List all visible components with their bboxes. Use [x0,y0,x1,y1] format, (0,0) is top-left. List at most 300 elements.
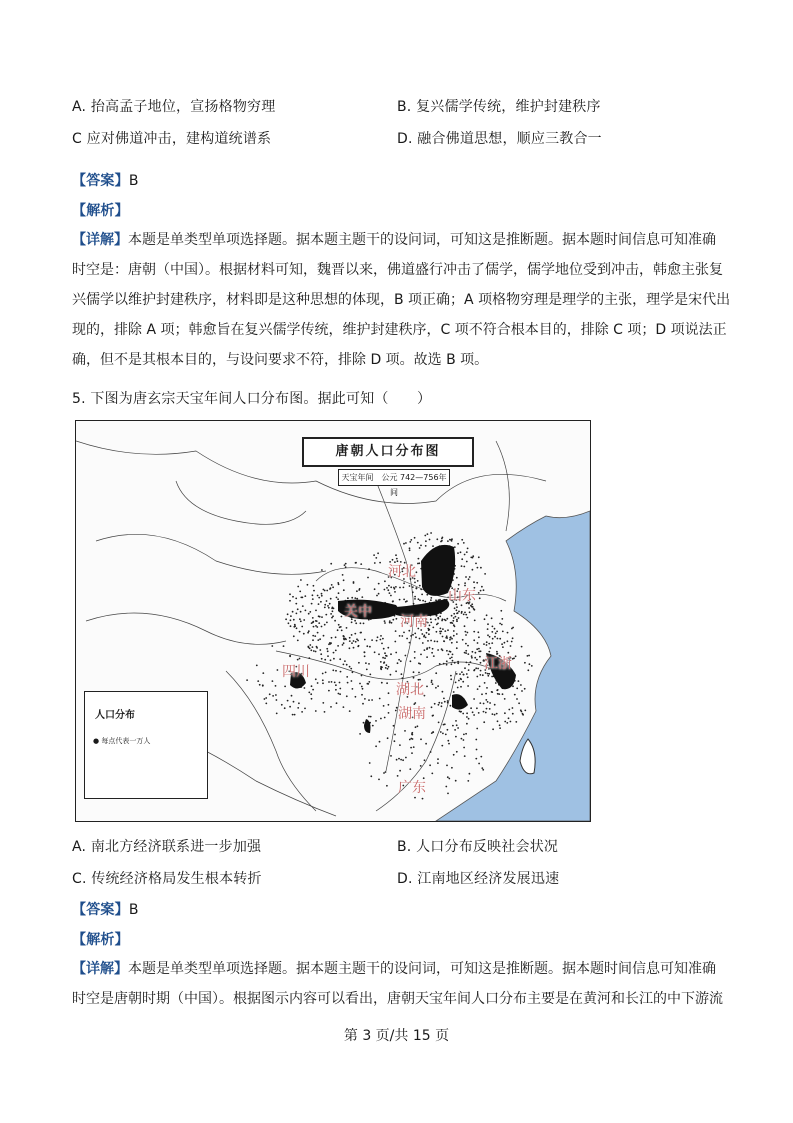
population-dot [467,653,469,655]
population-dot [395,586,397,588]
population-dot [414,657,416,659]
population-dot [409,768,411,770]
population-dot [343,706,345,708]
population-dot [355,696,357,698]
population-dot [518,702,520,704]
population-dot [452,654,454,656]
population-dot [475,563,477,565]
population-dot [426,647,428,649]
population-dot [303,619,305,621]
answer-value: B [128,173,139,189]
population-dot [331,681,333,683]
population-dot [427,533,429,535]
population-dot [328,607,330,609]
population-dot [328,690,330,692]
population-dot [333,652,335,654]
population-dot [500,610,502,612]
population-dot [305,610,307,612]
population-dot [420,765,422,767]
population-dot [441,620,443,622]
population-dot [398,659,400,661]
population-dot [330,598,332,600]
population-dot [335,684,337,686]
population-dot [332,610,334,612]
population-dot [321,616,323,618]
population-dot [429,539,431,541]
population-dot [353,581,355,583]
population-dot [262,685,264,687]
population-dot [420,738,422,740]
population-dot [475,758,477,760]
population-dot [471,655,473,657]
population-dot [456,647,458,649]
q4-option-a: A. 抬高孟子地位，宣扬格物穷理 [72,99,276,115]
population-dot [399,770,401,772]
population-dot [269,693,271,695]
population-dot [388,692,390,694]
population-dot [483,703,485,705]
population-dot [411,734,413,736]
population-dot [329,603,331,605]
population-dot [463,674,465,676]
population-dot [430,599,432,601]
population-dot [494,714,496,716]
population-map [75,420,591,822]
population-dot [354,597,356,599]
population-dot [271,645,273,647]
population-dot [356,638,358,640]
population-dot [486,644,488,646]
population-dot [401,673,403,675]
population-dot [289,655,291,657]
population-dot [481,767,483,769]
population-dot [431,652,433,654]
population-dot [480,670,482,672]
population-dot [457,543,459,545]
population-dot [308,692,310,694]
population-dot [504,698,506,700]
population-dot [480,662,482,664]
population-dot [506,722,508,724]
population-dot [320,653,322,655]
population-dot [469,773,471,775]
population-dot [452,725,454,727]
population-dot [426,656,428,658]
population-dot [448,654,450,656]
population-dot [521,690,523,692]
population-dot [308,613,310,615]
population-dot [439,616,441,618]
population-dot [375,720,377,722]
population-dot [312,646,314,648]
population-dot [496,713,498,715]
population-dot [470,707,472,709]
population-dot [477,567,479,569]
population-dot [527,655,529,657]
population-dot [301,711,303,713]
population-dot [336,702,338,704]
population-dot [315,610,317,612]
population-dot [469,576,471,578]
population-dot [431,773,433,775]
population-dot [453,617,455,619]
population-dot [427,640,429,642]
population-dot [356,598,358,600]
population-dot [379,698,381,700]
population-dot [448,743,450,745]
population-dot [330,563,332,565]
population-dot [275,685,277,687]
population-dot [380,667,382,669]
population-dot [384,652,386,654]
sea-area [436,511,590,821]
q5-stem: 5. 下图为唐玄宗天宝年间人口分布图。据此可知（ ） [72,391,432,407]
population-dot [476,707,478,709]
population-dot [391,622,393,624]
population-dot [465,634,467,636]
population-dot [380,661,382,663]
population-dot [464,612,466,614]
population-dot [436,538,438,540]
population-dot [412,634,414,636]
population-dot [431,681,433,683]
population-dot [455,682,457,684]
population-dot [322,682,324,684]
population-dot [335,689,337,691]
answer-tag: 【答案】 [72,173,129,189]
population-dot [473,639,475,641]
q5-option-b: B. 人口分布反映社会状况 [397,839,559,855]
population-dot [368,568,370,570]
population-dot [482,674,484,676]
population-dot [467,632,469,634]
population-dot [442,628,444,630]
population-dot [326,648,328,650]
population-dot [479,686,481,688]
population-dot [369,762,371,764]
population-dot [281,704,283,706]
population-dot [246,679,248,681]
population-dot [272,680,274,682]
population-dot [475,739,477,741]
population-dot [360,563,362,565]
population-dot [410,738,412,740]
population-dot [394,641,396,643]
population-dot [456,724,458,726]
population-dot [466,723,468,725]
population-dot [328,681,330,683]
population-dot [456,633,458,635]
population-dot [322,679,324,681]
population-dot [484,573,486,575]
population-dot [444,723,446,725]
population-dot [304,687,306,689]
population-dot [330,706,332,708]
population-dot [447,629,449,631]
population-dot [472,651,474,653]
population-dot [384,620,386,622]
population-dot [325,614,327,616]
population-dot [345,639,347,641]
population-dot [463,747,465,749]
population-dot [380,718,382,720]
population-dot [349,710,351,712]
population-dot [481,586,483,588]
population-dot [290,619,292,621]
population-dot [413,746,415,748]
population-dot [473,631,475,633]
population-dot [377,552,379,554]
population-dot [259,684,261,686]
population-dot [445,620,447,622]
population-dot [316,647,318,649]
population-dot [464,755,466,757]
population-dot [431,706,433,708]
population-dot [379,741,381,743]
population-dot [456,620,458,622]
population-dot [299,631,301,633]
population-dot [388,585,390,587]
population-dot [406,638,408,640]
detail-line: 确，但不是其根本目的，与设问要求不符，排除 D 项。故选 B 项。 [72,352,489,368]
population-dot [375,745,377,747]
population-dot [334,620,336,622]
population-dot [452,620,454,622]
population-dot [441,705,443,707]
population-dot [432,545,434,547]
population-dot [472,711,474,713]
population-dot [412,591,414,593]
population-dot [446,664,448,666]
population-dot [475,652,477,654]
population-dot [410,635,412,637]
population-dot [265,697,267,699]
population-dot [323,589,325,591]
population-dot [501,643,503,645]
population-dot [512,713,514,715]
population-dot [437,758,439,760]
population-dot [332,586,334,588]
population-dot [337,598,339,600]
population-dot [389,622,391,624]
population-dot [313,650,315,652]
population-dot [342,644,344,646]
population-dot [337,645,339,647]
population-dot [478,712,480,714]
q5-option-a: A. 南北方经济联系进一步加强 [72,839,262,855]
population-dot [461,738,463,740]
population-dot [376,595,378,597]
population-dot [353,640,355,642]
population-dot [359,733,361,735]
population-dot [387,668,389,670]
population-dot [466,662,468,664]
population-dot [449,639,451,641]
population-dot [370,716,372,718]
population-dot [491,631,493,633]
population-dot [491,676,493,678]
population-dot [321,658,323,660]
population-dot [465,614,467,616]
population-dot [405,757,407,759]
population-dot [477,688,479,690]
population-dot [327,605,329,607]
population-dot [463,734,465,736]
population-dot [292,596,294,598]
population-dot [461,565,463,567]
population-dot [457,661,459,663]
population-dot [262,672,264,674]
population-dot [421,594,423,596]
population-dot [460,711,462,713]
population-dot [264,698,266,700]
population-dot [334,682,336,684]
q4-option-b: B. 复兴儒学传统，维护封建秩序 [397,99,601,115]
population-dot [285,618,287,620]
population-dot [347,597,349,599]
population-dot [435,599,437,601]
population-dot [468,578,470,580]
population-dot [402,759,404,761]
population-dot [476,659,478,661]
population-dot [455,780,457,782]
population-dot [308,657,310,659]
population-dot [446,660,448,662]
population-dot [403,632,405,634]
population-dot [317,632,319,634]
population-dot [492,713,494,715]
population-dot [436,631,438,633]
population-dot [382,638,384,640]
population-dot [447,540,449,542]
population-dot [409,541,411,543]
population-dot [413,671,415,673]
population-dot [359,588,361,590]
population-dot [405,655,407,657]
population-dot [321,593,323,595]
population-dot [313,590,315,592]
q5-answer [72,899,139,919]
population-dot [515,721,517,723]
population-dot [433,655,435,657]
population-dot [467,548,469,550]
region-label-guanzhong: 关中 [344,604,372,620]
population-dot [346,676,348,678]
population-dot [461,612,463,614]
population-dot [422,642,424,644]
population-dot [457,662,459,664]
population-dot [510,645,512,647]
population-dot [456,613,458,615]
population-dot [504,721,506,723]
population-dot [414,596,416,598]
population-dot [409,585,411,587]
population-dot [296,627,298,629]
population-dot [313,626,315,628]
population-dot [326,590,328,592]
population-dot [355,641,357,643]
population-dot [487,675,489,677]
population-dot [447,740,449,742]
population-dot [361,686,363,688]
population-dot [463,739,465,741]
population-dot [367,683,369,685]
population-dot [461,539,463,541]
population-dot [295,603,297,605]
population-dot [396,759,398,761]
population-dot [299,658,301,660]
population-dot [358,662,360,664]
population-dot [393,725,395,727]
population-dot [293,701,295,703]
population-dot [442,691,444,693]
population-dot [481,693,483,695]
population-dot [450,675,452,677]
population-dot [466,673,468,675]
population-dot [432,648,434,650]
population-dot [457,552,459,554]
population-dot [297,586,299,588]
population-dot [299,618,301,620]
population-dot [342,574,344,576]
population-dot [459,673,461,675]
population-dot [464,652,466,654]
population-dot [438,704,440,706]
population-dot [487,628,489,630]
population-dot [441,540,443,542]
population-dot [343,635,345,637]
population-dot [429,764,431,766]
population-dot [399,599,401,601]
population-dot [318,622,320,624]
population-dot [403,543,405,545]
population-dot [364,655,366,657]
population-dot [441,745,443,747]
population-dot [435,619,437,621]
population-dot [446,650,448,652]
population-dot [451,767,453,769]
population-dot [376,640,378,642]
population-dot [488,643,490,645]
population-dot [299,591,301,593]
population-dot [312,635,314,637]
population-dot [484,618,486,620]
population-dot [464,582,466,584]
population-dot [386,587,388,589]
population-dot [346,664,348,666]
population-dot [309,611,311,613]
population-dot [466,617,468,619]
population-dot [487,634,489,636]
population-dot [394,740,396,742]
population-dot [335,670,337,672]
population-dot [396,558,398,560]
population-dot [473,581,475,583]
population-dot [469,611,471,613]
population-dot [491,617,493,619]
population-dot [363,623,365,625]
population-dot [381,682,383,684]
population-dot [326,600,328,602]
population-dot [301,626,303,628]
detail-line: 现的，排除 A 项；韩愈旨在复兴儒学传统，维护封建秩序，C 项不符合根本目的，排除 C 项；D 项说法正 [72,322,727,338]
population-dot [300,579,302,581]
population-dot [371,699,373,701]
population-dot [476,648,478,650]
q4-option-d: D. 融合佛道思想，顺应三教合一 [397,131,602,147]
population-dot [355,622,357,624]
population-dot [335,650,337,652]
